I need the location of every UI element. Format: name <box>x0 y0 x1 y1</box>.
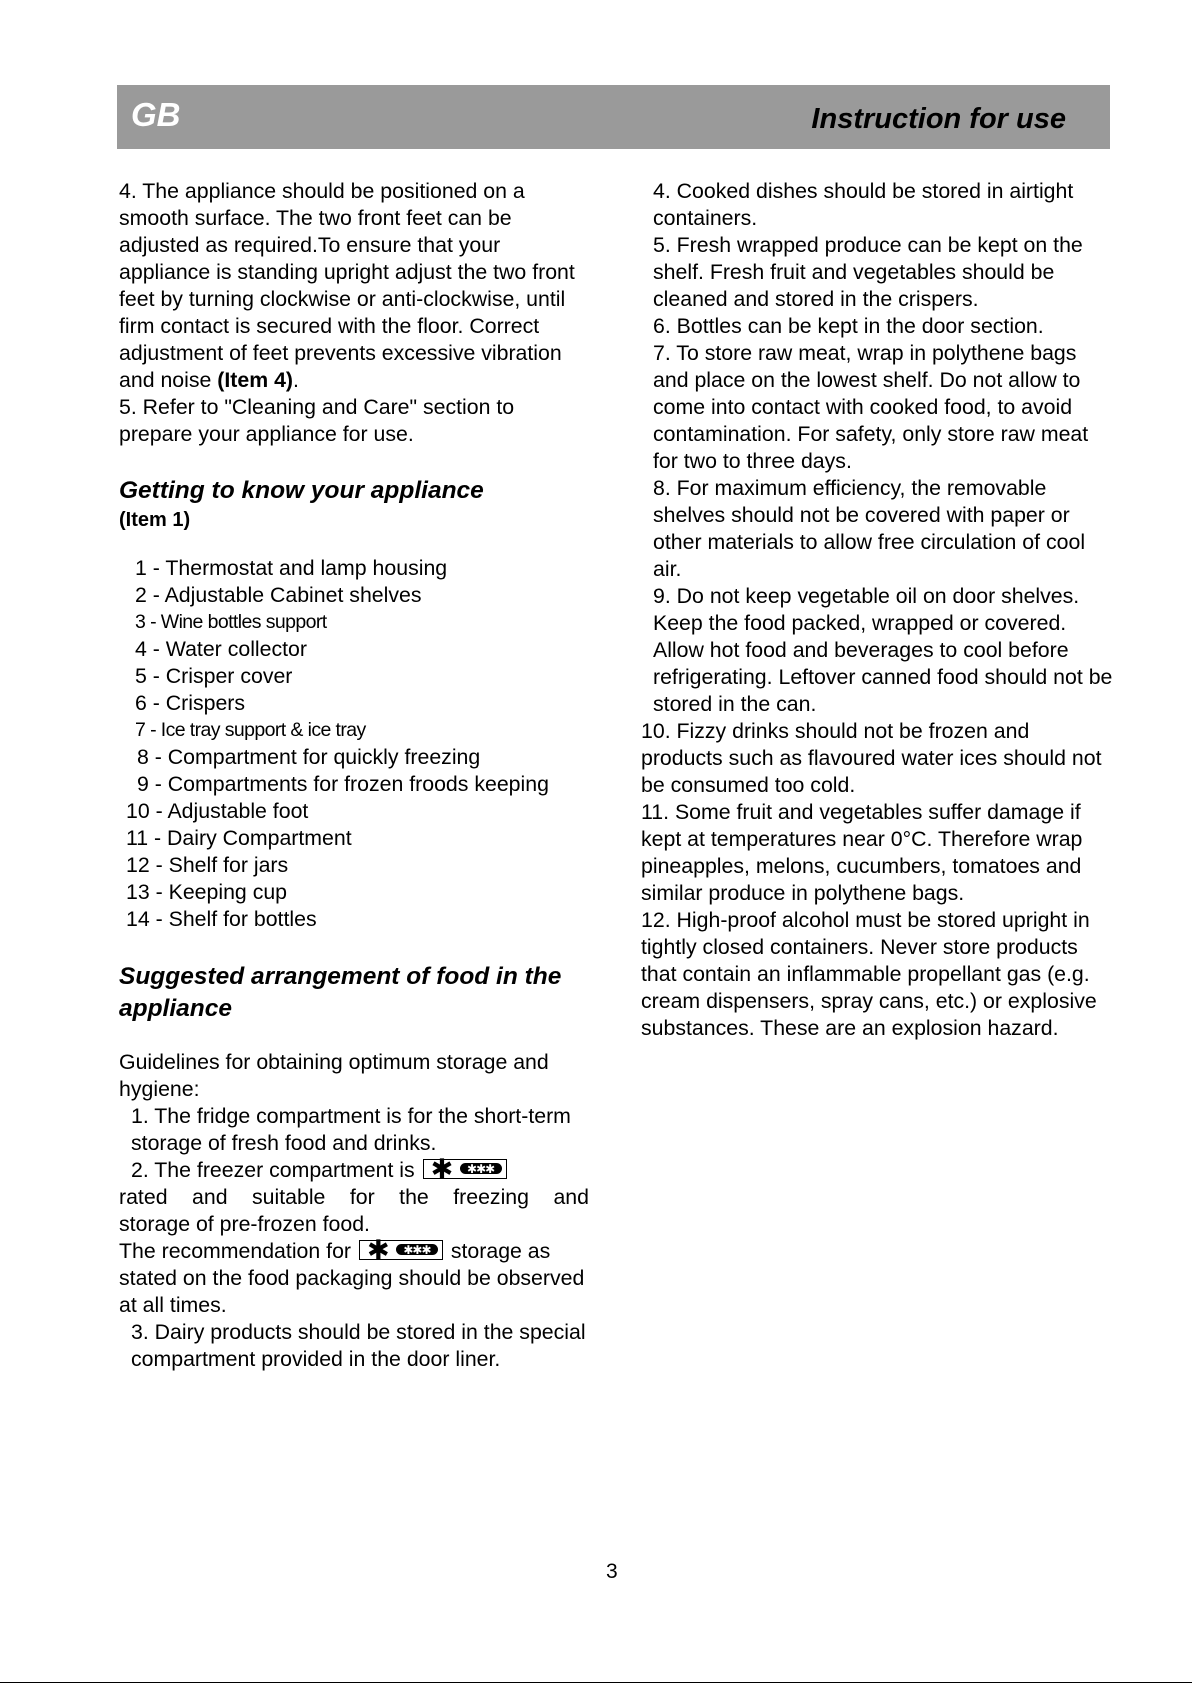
right-paragraph: 9. Do not keep vegetable oil on door shelves. Keep the food packed, wrapped or covered. Allow hot food and beverages to cool before refrigerating. Leftover canned food should not be stored in the can. <box>653 584 1113 716</box>
list-item: 5 - Crisper cover <box>135 664 293 688</box>
language-label: GB <box>131 96 181 133</box>
right-paragraph: 10. Fizzy drinks should not be frozen and products such as flavoured water ices should not be consumed too cold. <box>641 719 1102 797</box>
paragraph-5: 5. Refer to "Cleaning and Care" section to prepare your appliance for use. <box>119 395 515 446</box>
guideline-3: 3. Dairy products should be stored in the special compartment provided in the door liner. <box>131 1320 586 1371</box>
bottom-rule <box>0 1682 1192 1683</box>
recommendation: The recommendation for ✱ ✱✱✱ storage as <box>119 1235 551 1266</box>
right-paragraph: 4. Cooked dishes should be stored in airtight containers. <box>653 179 1074 230</box>
list-item: 13 - Keeping cup <box>126 880 288 904</box>
item-4-ref: (Item 4) <box>217 368 294 392</box>
right-paragraph: 11. Some fruit and vegetables suffer damage if kept at temperatures near 0°C. Therefore wrap pineapples, melons, cucumbers, tomatoes and similar produce in polythene bags. <box>641 800 1083 905</box>
four-star-freezer-icon: ✱ ✱✱✱ <box>359 1240 443 1260</box>
guideline-2-cont: rated and suitable for the freezing and <box>119 1185 589 1209</box>
right-column <box>641 178 1113 1042</box>
guideline-2: 2. The freezer compartment is ✱ ✱✱✱ <box>119 1157 589 1184</box>
list-item: 11 - Dairy Compartment <box>126 826 352 850</box>
heading-getting-to-know: Getting to know your appliance <box>119 477 484 504</box>
paragraph-4: 4. The appliance should be positioned on a smooth surface. The two front feet can be adjusted as required.To ensure that your appliance is standing upright adjust the two front feet by turning clockwise or anti-clockwise, until firm contact is secured with the floor. Correct adjustment of feet prevents excessive vibration and noise (Item 4). <box>119 179 575 392</box>
list-item: 3 - Wine bottles support <box>135 611 327 633</box>
guideline-1: 1. The fridge compartment is for the short-term storage of fresh food and drinks. <box>131 1104 571 1155</box>
list-item: 12 - Shelf for jars <box>126 853 289 877</box>
left-column <box>119 178 589 1373</box>
list-item: 9 - Compartments for frozen froods keeping <box>137 772 549 796</box>
list-item: 4 - Water collector <box>135 637 307 661</box>
list-item: 10 - Adjustable foot <box>126 799 309 823</box>
right-paragraph: 7. To store raw meat, wrap in polythene bags and place on the lowest shelf. Do not allow to come into contact with cooked food, to avoid contamination. For safety, only store raw meat for two to three days. <box>653 341 1089 473</box>
header-title: Instruction for use <box>811 103 1066 135</box>
list-item: 1 - Thermostat and lamp housing <box>135 556 448 580</box>
list-item: 2 - Adjustable Cabinet shelves <box>135 583 422 607</box>
recommendation-cont: stated on the food packaging should be observed at all times. <box>119 1266 585 1317</box>
right-paragraph: 6. Bottles can be kept in the door section. <box>653 314 1044 338</box>
list-item: 8 - Compartment for quickly freezing <box>137 745 481 769</box>
list-item: 6 - Crispers <box>135 691 246 715</box>
parts-list <box>119 555 589 933</box>
guideline-2-end: storage of pre-frozen food. <box>119 1212 370 1236</box>
page-header <box>117 85 1110 149</box>
right-paragraph: 5. Fresh wrapped produce can be kept on the shelf. Fresh fruit and vegetables should be cleaned and stored in the crispers. <box>653 233 1083 311</box>
heading-suggested-arrangement: Suggested arrangement of food in the appliance <box>119 963 562 1022</box>
item-1-ref: (Item 1) <box>119 509 191 531</box>
four-star-freezer-icon: ✱ ✱✱✱ <box>423 1159 507 1179</box>
list-item: 7 - Ice tray support & ice tray <box>135 719 366 741</box>
page-number: 3 <box>606 1560 618 1583</box>
right-paragraph: 8. For maximum efficiency, the removable shelves should not be covered with paper or other materials to allow free circulation of cool air. <box>653 476 1086 581</box>
right-paragraph: 12. High-proof alcohol must be stored upright in tightly closed containers. Never store products that contain an inflammable propellant gas (e.g. cream dispensers, spray cans, etc.) or explosive substances. These are an explosion hazard. <box>641 908 1097 1040</box>
guidelines-intro: Guidelines for obtaining optimum storage and hygiene: <box>119 1050 549 1101</box>
list-item: 14 - Shelf for bottles <box>126 907 317 931</box>
